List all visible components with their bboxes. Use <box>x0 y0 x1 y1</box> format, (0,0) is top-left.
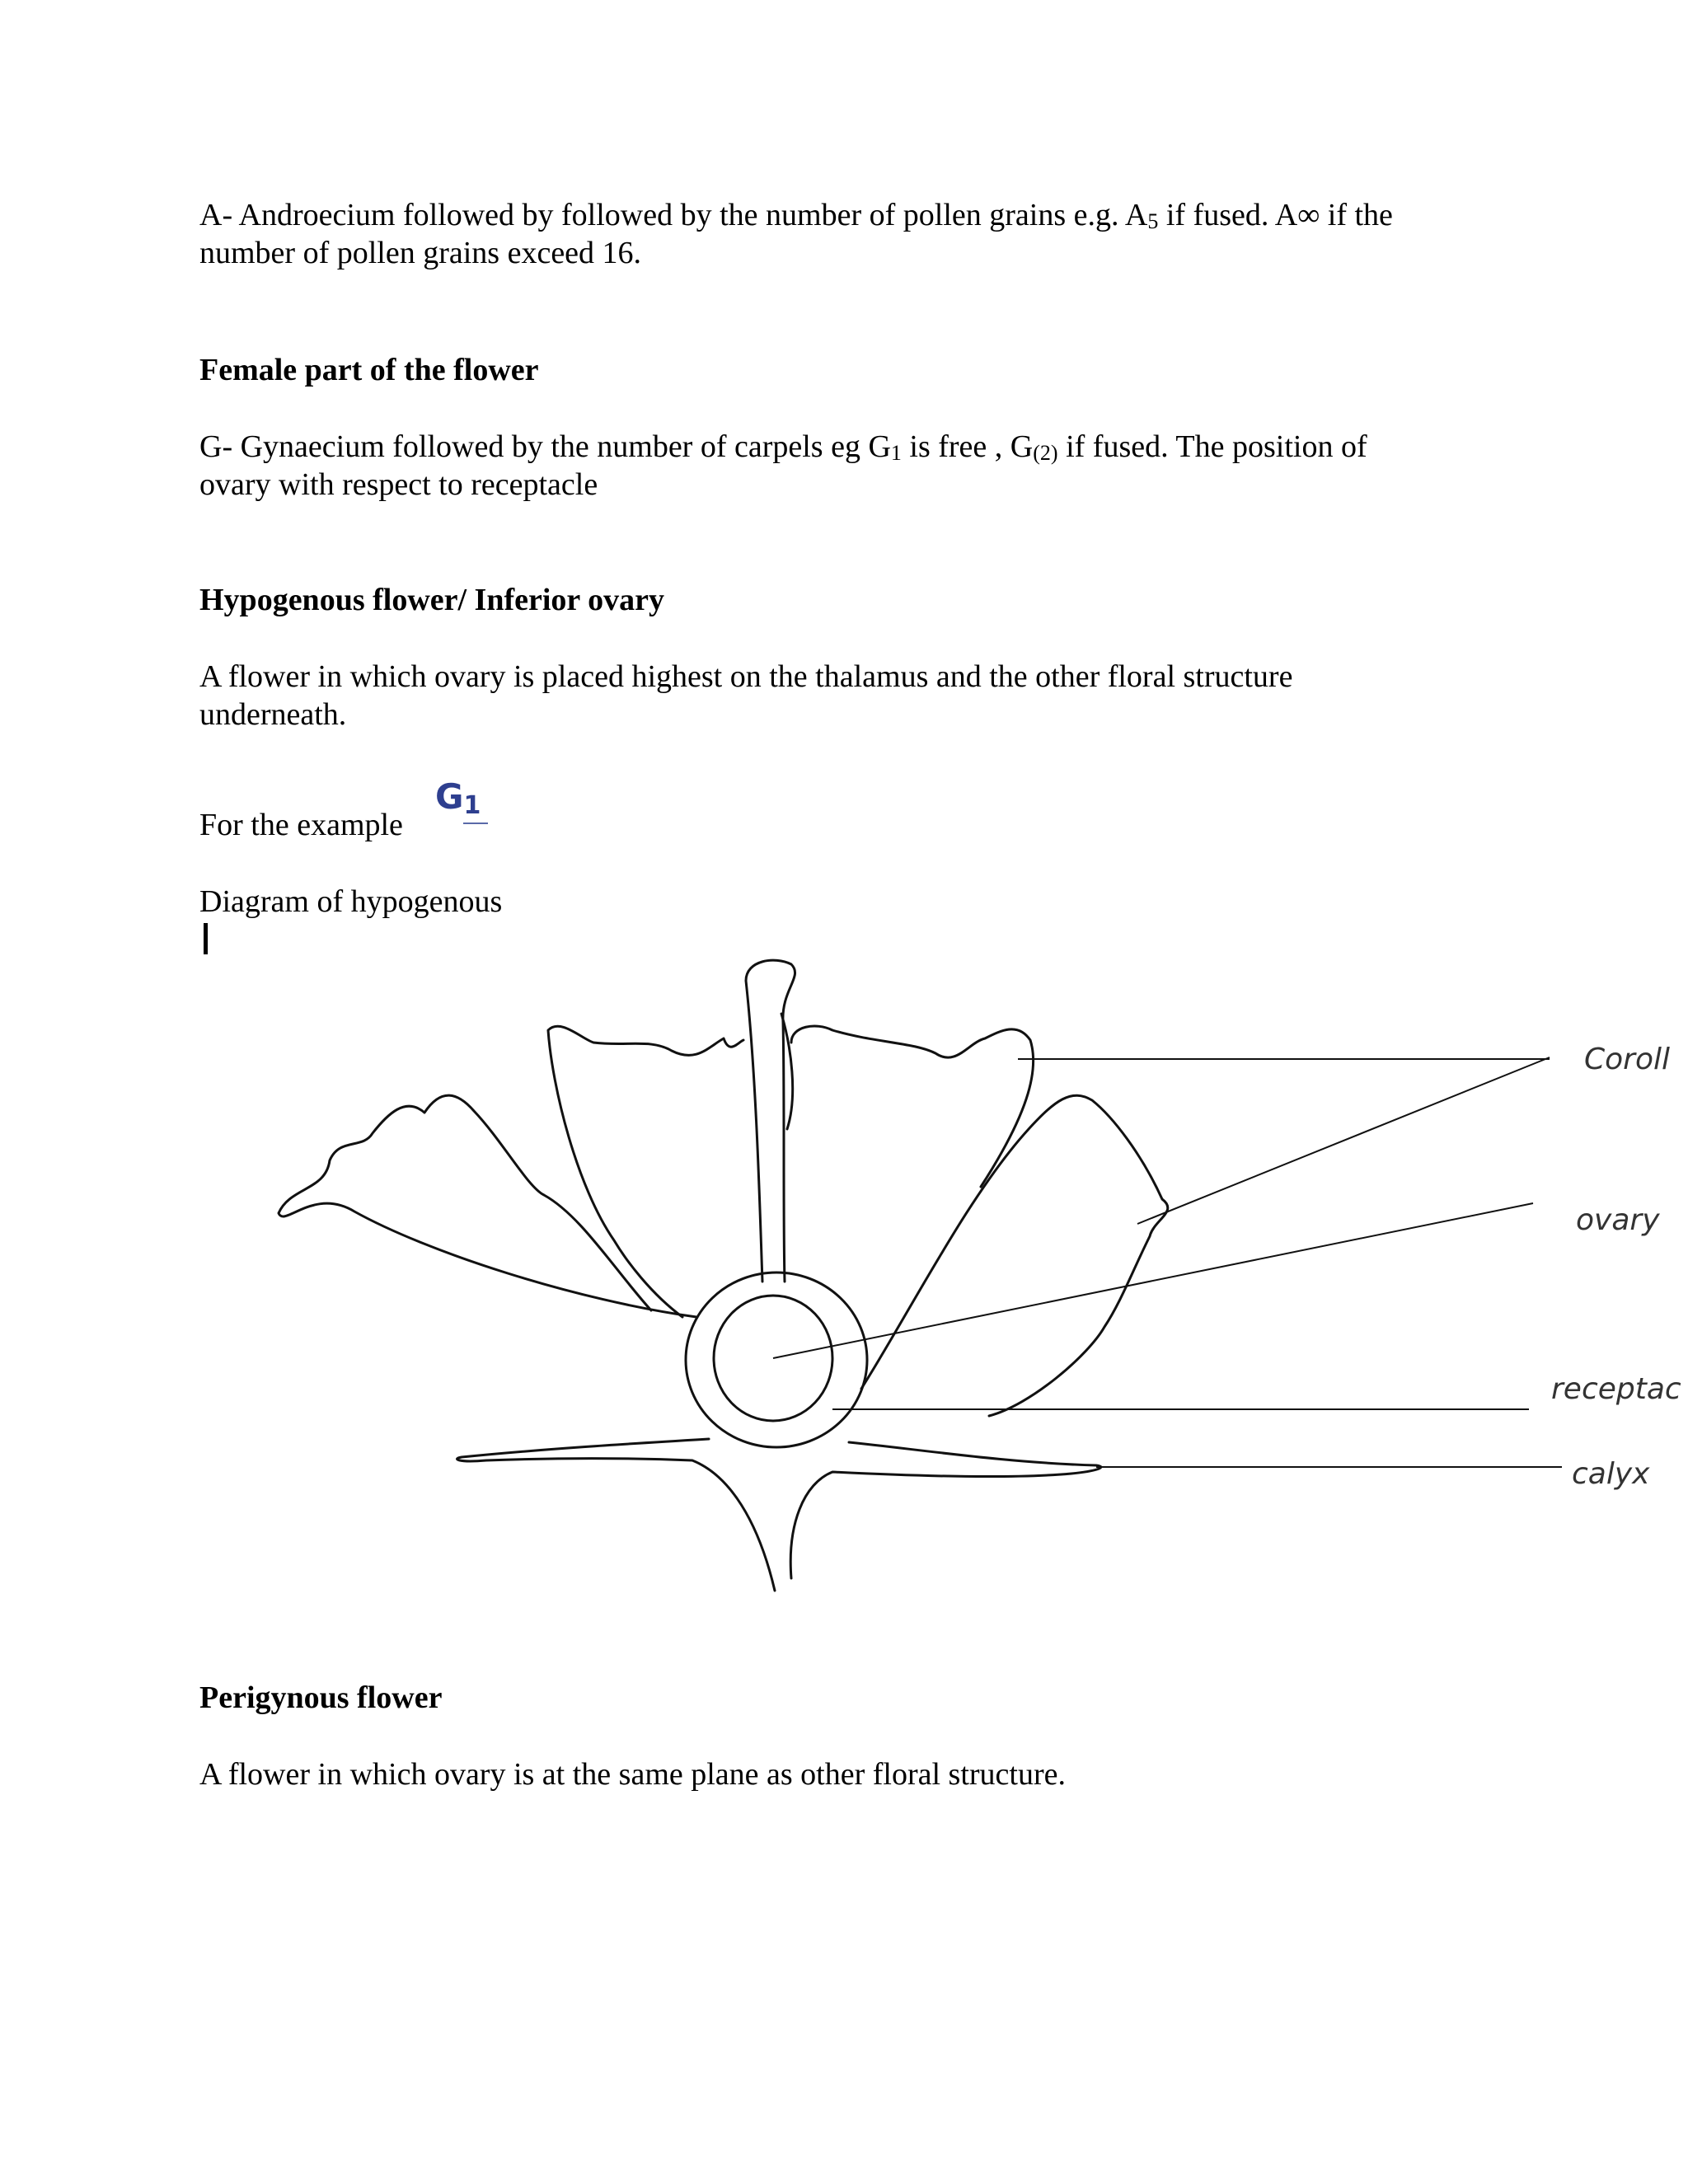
right-calyx <box>790 1442 1101 1578</box>
pistil-style <box>746 960 795 1282</box>
corolla-pointer-2 <box>1137 1057 1550 1224</box>
hypogenous-line-1: A flower in which ovary is placed highest on the thalamus and the other floral structure <box>199 659 1293 694</box>
label-receptacle: receptac <box>1551 1372 1681 1406</box>
hypogenous-heading: Hypogenous flower/ Inferior ovary <box>199 583 664 617</box>
gynaecium-line-2: ovary with respect to receptacle <box>199 467 598 502</box>
ovary-pointer <box>773 1203 1533 1358</box>
label-calyx: calyx <box>1572 1457 1650 1491</box>
example-label: For the example <box>199 808 403 842</box>
example-formula: $G_1$ <box>435 776 481 817</box>
gynaecium-line-1: G- Gynaecium followed by the number of carpels eg $G_1$ is free , $G_{(2)}$ if fused. The position of <box>199 429 1367 465</box>
androecium-line-2: number of pollen grains exceed 16. <box>199 236 642 270</box>
label-ovary: ovary <box>1576 1203 1660 1237</box>
diagram-caption: Diagram of hypogenous <box>199 884 503 919</box>
hypogenous-line-2: underneath. <box>199 697 347 732</box>
female-part-heading: Female part of the flower <box>199 353 539 387</box>
perigynous-line-1: A flower in which ovary is at the same plane as other floral structure. <box>199 1757 1066 1792</box>
perigynous-heading: Perigynous flower <box>199 1680 443 1715</box>
upper-right-petal <box>791 1026 1034 1187</box>
androecium-line-1: A- Androecium followed by followed by the number of pollen grains e.g. $A_5$ if fused. A∞ if the <box>199 198 1393 233</box>
right-petal <box>861 1095 1168 1416</box>
left-petal <box>279 1095 696 1317</box>
label-corolla: Coroll <box>1584 1043 1670 1076</box>
left-calyx <box>457 1439 775 1591</box>
upper-left-petal <box>548 1026 743 1317</box>
